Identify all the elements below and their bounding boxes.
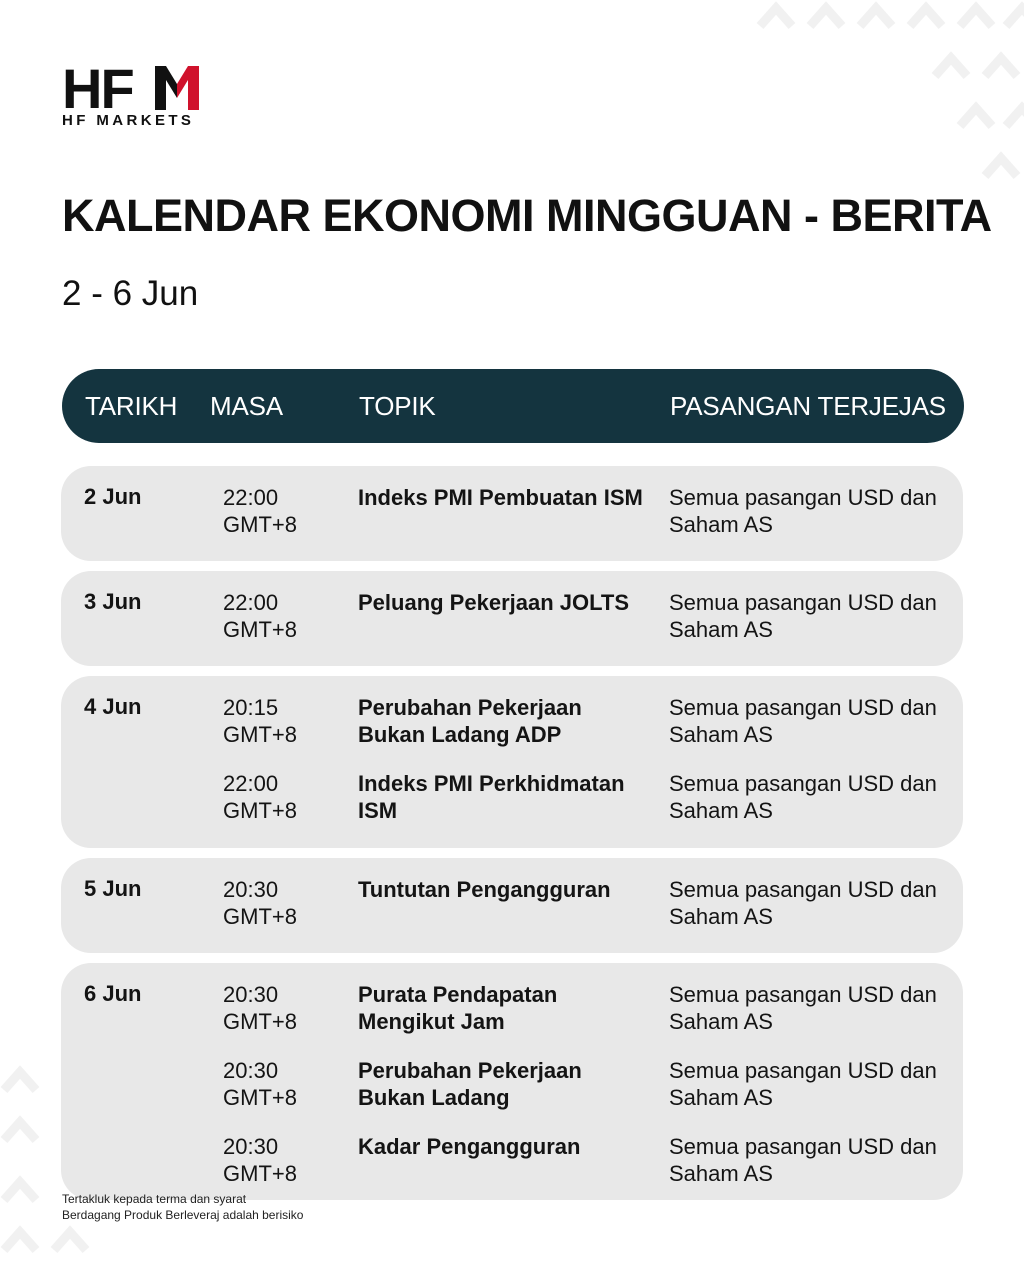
logo-subtitle: HF MARKETS — [62, 112, 195, 129]
day-row — [61, 858, 963, 953]
logo-wordmark: HF — [62, 57, 133, 120]
day-date: 5 Jun — [84, 876, 142, 901]
event-time: 22:00 GMT+8 — [223, 590, 297, 642]
column-header-topic: TOPIK — [359, 391, 436, 421]
event-affected-pairs: Semua pasangan USD dan Saham AS — [669, 695, 937, 747]
event-affected-pairs: Semua pasangan USD dan Saham AS — [669, 590, 937, 642]
event-topic: Perubahan Pekerjaan Bukan Ladang ADP — [358, 695, 582, 747]
column-header-time: MASA — [210, 391, 283, 421]
event-time: 20:30 GMT+8 — [223, 1058, 297, 1110]
disclaimer — [62, 1191, 303, 1223]
event-time: 20:15 GMT+8 — [223, 695, 297, 747]
event-affected-pairs: Semua pasangan USD dan Saham AS — [669, 982, 937, 1034]
day-row — [61, 571, 963, 666]
event-time: 20:30 GMT+8 — [223, 877, 297, 929]
event-row — [61, 858, 963, 934]
column-header-pairs: PASANGAN TERJEJAS — [670, 391, 946, 421]
event-row — [61, 963, 963, 1039]
event-time: 20:30 GMT+8 — [223, 982, 297, 1034]
hfm-logo — [62, 57, 202, 132]
event-topic: Perubahan Pekerjaan Bukan Ladang — [358, 1058, 582, 1110]
date-range: 2 - 6 Jun — [62, 274, 199, 313]
event-time: 20:30 GMT+8 — [223, 1134, 297, 1186]
table-header — [62, 369, 964, 443]
day-row — [61, 466, 963, 561]
day-row — [61, 963, 963, 1200]
event-affected-pairs: Semua pasangan USD dan Saham AS — [669, 877, 937, 929]
event-row — [61, 752, 963, 828]
day-date: 4 Jun — [84, 694, 142, 719]
event-row — [61, 1039, 963, 1115]
event-topic: Peluang Pekerjaan JOLTS — [358, 590, 630, 615]
event-topic: Indeks PMI Perkhidmatan ISM — [358, 771, 625, 823]
day-date: 2 Jun — [84, 484, 142, 509]
column-header-date: TARIKH — [85, 391, 178, 421]
event-row — [61, 466, 963, 542]
event-affected-pairs: Semua pasangan USD dan Saham AS — [669, 485, 937, 537]
day-date: 3 Jun — [84, 589, 142, 614]
event-row — [61, 571, 963, 647]
logo-m-mark — [155, 64, 199, 110]
event-topic: Indeks PMI Pembuatan ISM — [358, 485, 643, 510]
page-title: KALENDAR EKONOMI MINGGUAN - BERITA — [62, 190, 992, 241]
disclaimer-line-2: Berdagang Produk Berleveraj adalah berisiko — [62, 1208, 304, 1222]
event-topic: Purata Pendapatan Mengikut Jam — [358, 982, 558, 1034]
event-affected-pairs: Semua pasangan USD dan Saham AS — [669, 1134, 937, 1186]
event-affected-pairs: Semua pasangan USD dan Saham AS — [669, 1058, 937, 1110]
event-topic: Tuntutan Pengangguran — [358, 877, 611, 902]
calendar-table — [61, 466, 963, 1210]
day-row — [61, 676, 963, 848]
event-row — [61, 1115, 963, 1191]
disclaimer-line-1: Tertakluk kepada terma dan syarat — [62, 1192, 247, 1206]
day-date: 6 Jun — [84, 981, 142, 1006]
event-time: 22:00 GMT+8 — [223, 485, 297, 537]
event-topic: Kadar Pengangguran — [358, 1134, 581, 1159]
event-affected-pairs: Semua pasangan USD dan Saham AS — [669, 771, 937, 823]
event-time: 22:00 GMT+8 — [223, 771, 297, 823]
event-row — [61, 676, 963, 752]
